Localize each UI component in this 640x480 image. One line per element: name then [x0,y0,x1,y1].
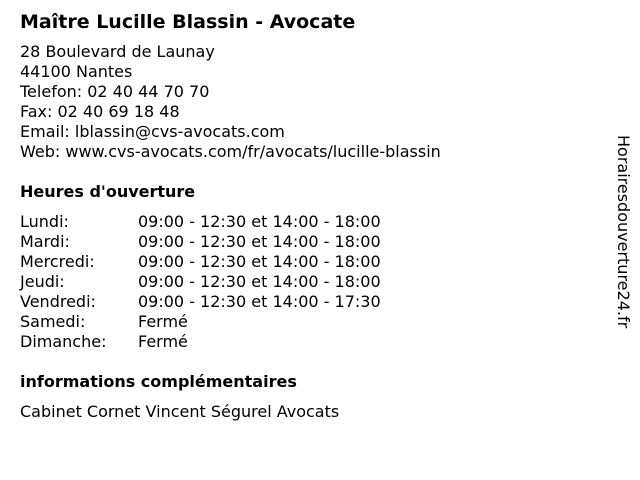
business-title: Maître Lucille Blassin - Avocate [20,11,356,33]
day-label: Samedi: [20,312,86,331]
day-label: Mercredi: [20,252,95,271]
hours-row-monday [20,212,600,232]
time-value: 09:00 - 12:30 et 14:00 - 18:00 [138,232,381,251]
additional-info-heading: informations complémentaires [20,372,297,391]
time-value: 09:00 - 12:30 et 14:00 - 18:00 [138,272,381,291]
day-label: Jeudi: [20,272,65,291]
fax-number: Fax: 02 40 69 18 48 [20,102,180,121]
hours-row-tuesday [20,232,600,252]
address-street: 28 Boulevard de Launay [20,42,215,61]
website-url: Web: www.cvs-avocats.com/fr/avocats/lucille-blassin [20,142,441,161]
opening-hours-heading: Heures d'ouverture [20,182,196,201]
hours-row-saturday [20,312,600,332]
hours-row-wednesday [20,252,600,272]
time-value: 09:00 - 12:30 et 14:00 - 18:00 [138,212,381,231]
opening-hours-table [20,212,600,352]
time-value: 09:00 - 12:30 et 14:00 - 17:30 [138,292,381,311]
phone-number: Telefon: 02 40 44 70 70 [20,82,210,101]
address-city: 44100 Nantes [20,62,133,81]
watermark-text: Horairesdouverture24.fr [614,135,633,329]
time-value: Fermé [138,312,188,331]
time-value: Fermé [138,332,188,351]
hours-row-friday [20,292,600,312]
additional-info-text: Cabinet Cornet Vincent Ségurel Avocats [20,402,340,421]
hours-row-thursday [20,272,600,292]
time-value: 09:00 - 12:30 et 14:00 - 18:00 [138,252,381,271]
email-address: Email: lblassin@cvs-avocats.com [20,122,285,141]
day-label: Dimanche: [20,332,107,351]
business-card [20,10,600,422]
hours-row-sunday [20,332,600,352]
day-label: Lundi: [20,212,69,231]
day-label: Vendredi: [20,292,96,311]
day-label: Mardi: [20,232,70,251]
